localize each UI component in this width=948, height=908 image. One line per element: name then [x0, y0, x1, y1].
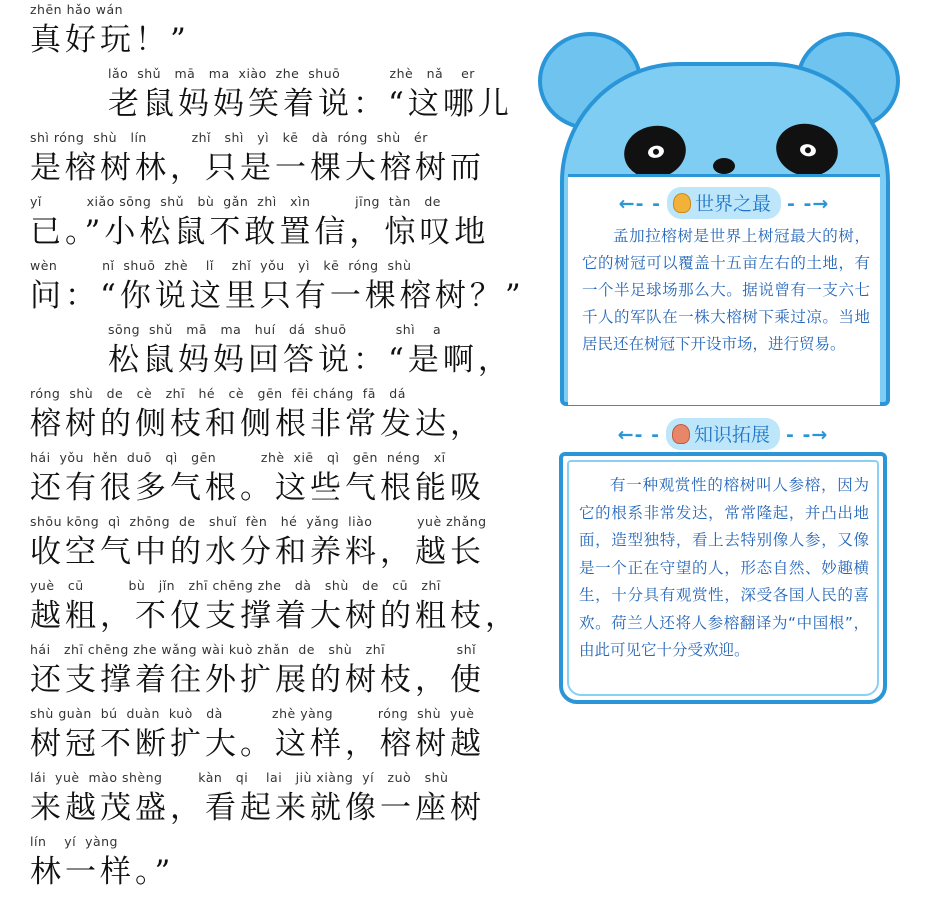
story-line: [30, 320, 530, 384]
pinyin-text: sōng shǔ mā ma huí dá shuō shì a: [108, 322, 442, 337]
right-arrow-icon: - -→: [787, 193, 830, 215]
knowledge-title-row: [559, 418, 887, 450]
story-line: [30, 512, 530, 576]
hanzi-text: 榕树的侧枝和侧根非常发达，: [30, 406, 485, 442]
panda-right-eye: [771, 118, 842, 182]
story-line: [30, 64, 530, 128]
hanzi-text: 问：“你说这里只有一棵榕树？”: [30, 278, 525, 314]
pinyin-text: shì róng shù lín zhǐ shì yì kē dà róng shù ér: [30, 130, 428, 145]
knowledge-body: 有一种观赏性的榕树叫人参榕，因为它的根系非常发达，常常隆起，并凸出地面，造型独特，看上去特别像人参，又像是一个正在守望的人，形态自然、妙趣横生，十分具有观赏性，深受各国人民的喜欢。荷兰人还将人参榕翻译为“中国根”，由此可见它十分受欢迎。: [579, 476, 869, 659]
pinyin-text: lái yuè mào shèng kàn qi lai jiù xiàng yí zuò shù: [30, 770, 449, 785]
left-arrow-icon: ←- -: [617, 424, 660, 446]
hanzi-text: 还支撑着往外扩展的树枝，使: [30, 662, 485, 698]
hanzi-text: 已。”小松鼠不敢置信，惊叹地: [30, 214, 490, 250]
story-line: [30, 768, 530, 832]
panda-card: [534, 28, 912, 402]
world-record-panel: [568, 174, 880, 405]
hanzi-text: 来越茂盛，看起来就像一座树: [30, 790, 485, 826]
pinyin-text: yuè cū bù jǐn zhī chēng zhe dà shù de cū zhī: [30, 578, 441, 593]
hanzi-text: 真好玩！”: [30, 22, 190, 58]
story-line: [30, 704, 530, 768]
pinyin-text: shù guàn bú duàn kuò dà zhè yàng róng shù yuè: [30, 706, 475, 721]
pinyin-text: hái yǒu hěn duō qì gēn zhè xiē qì gēn néng xī: [30, 450, 446, 465]
hanzi-text: 越粗，不仅支撑着大树的粗枝，: [30, 598, 520, 634]
story-line: [30, 0, 530, 64]
hanzi-text: 树冠不断扩大。这样，榕树越: [30, 726, 485, 762]
title-badge: [667, 187, 781, 219]
story-line: [30, 832, 530, 896]
pinyin-text: shōu kōng qì zhōng de shuǐ fèn hé yǎng liào yuè zhǎng: [30, 514, 487, 529]
story-line: [30, 192, 530, 256]
world-record-body: 孟加拉榕树是世界上树冠最大的树，它的树冠可以覆盖十五亩左右的土地，有一个半足球场那么大。据说曾有一支六七千人的军队在一株大榕树下乘过凉。当地居民还在树冠下开设市场，进行贸易。: [582, 227, 870, 353]
pinyin-text: lín yí yàng: [30, 834, 118, 849]
knowledge-title: 知识拓展: [693, 424, 770, 446]
story-line: [30, 128, 530, 192]
hanzi-text: 是榕树林，只是一棵大榕树而: [30, 150, 485, 186]
pinyin-text: yǐ xiǎo sōng shǔ bù gǎn zhì xìn jīng tàn de: [30, 194, 441, 209]
hanzi-text: 松鼠妈妈回答说：“是啊，: [108, 342, 513, 378]
hanzi-text: 林一样。”: [30, 854, 175, 890]
hanzi-text: 还有很多气根。这些气根能吸: [30, 470, 485, 506]
pinyin-text: lǎo shǔ mā ma xiào zhe shuō zhè nǎ er: [108, 66, 475, 81]
girl-mascot-icon: [672, 424, 690, 444]
world-record-title-row: [568, 187, 880, 219]
pinyin-text: róng shù de cè zhī hé cè gēn fēi cháng fā dá: [30, 386, 406, 401]
story-line: [30, 384, 530, 448]
world-record-title: 世界之最: [694, 193, 771, 215]
knowledge-panel: [559, 452, 887, 704]
knowledge-title-wrap: [559, 418, 887, 450]
right-arrow-icon: - -→: [786, 424, 829, 446]
pinyin-text: wèn nǐ shuō zhè lǐ zhǐ yǒu yì kē róng shù: [30, 258, 412, 273]
story-line: [30, 640, 530, 704]
boy-mascot-icon: [673, 193, 691, 213]
pinyin-text: hái zhī chēng zhe wǎng wài kuò zhǎn de shù zhī shǐ: [30, 642, 477, 657]
story-line: [30, 576, 530, 640]
left-arrow-icon: ←- -: [618, 193, 661, 215]
hanzi-text: 老鼠妈妈笑着说：“这哪儿: [108, 86, 513, 122]
hanzi-text: 收空气中的水分和养料，越长: [30, 534, 485, 570]
story-line: [30, 448, 530, 512]
pinyin-text: zhēn hǎo wán: [30, 2, 124, 17]
story-column: [30, 0, 530, 896]
title-badge: [666, 418, 780, 450]
story-line: [30, 256, 530, 320]
